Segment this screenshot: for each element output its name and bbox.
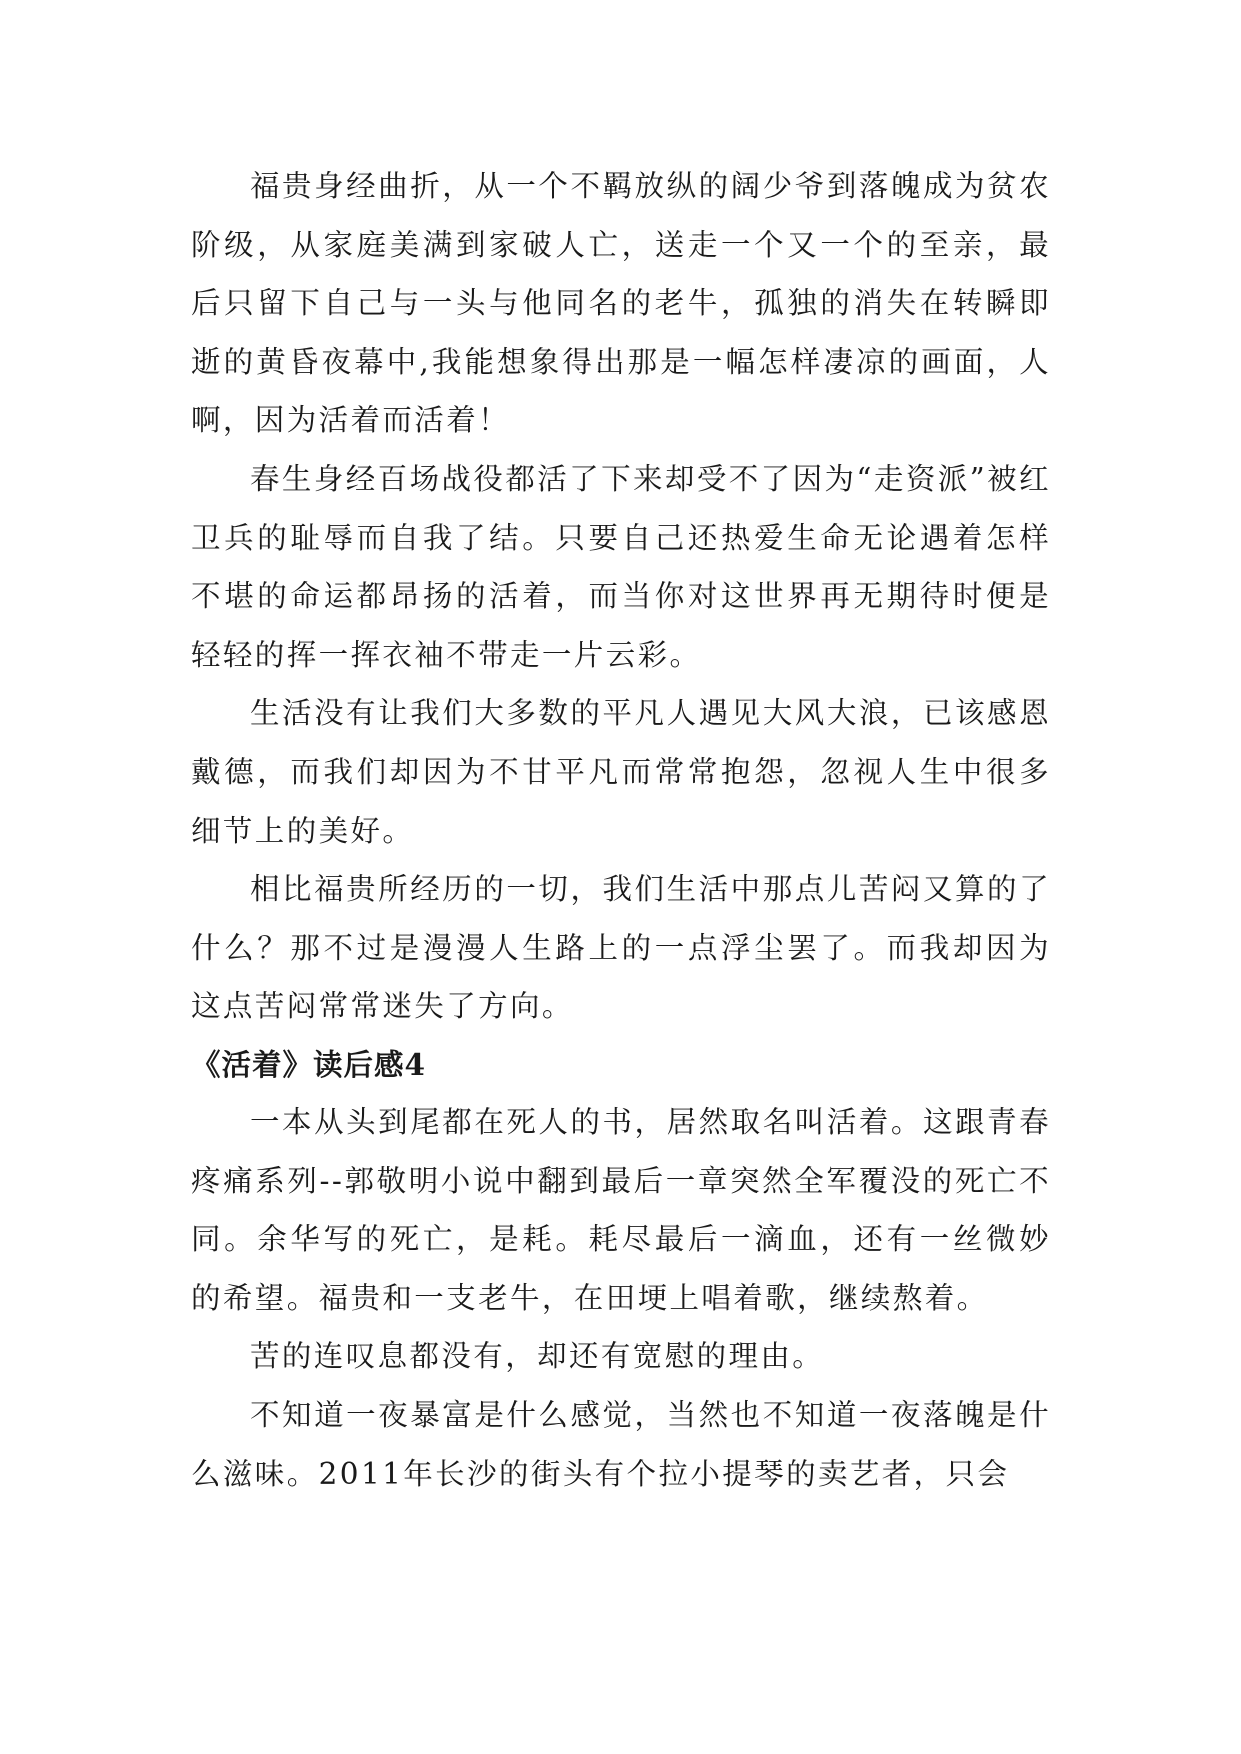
essay-section-2 [191, 1093, 1051, 1503]
paragraph-troubles: 相比福贵所经历的一切，我们生活中那点儿苦闷又算的了什么？那不过是漫漫人生路上的一点浮尘罢了。而我却因为这点苦闷常常迷失了方向。 [191, 872, 1051, 1024]
essay-section-1 [191, 157, 1051, 1036]
section-heading: 《活着》读后感4 [191, 1047, 427, 1082]
paragraph-chunsheng: 春生身经百场战役都活了下来却受不了因为“走资派”被红卫兵的耻辱而自我了结。只要自己还热爱生命无论遇着怎样不堪的命运都昂扬的活着，而当你对这世界再无期待时便是轻轻的挥一挥衣袖不带走一片云彩。 [191, 461, 1051, 672]
paragraph-book-of-death: 一本从头到尾都在死人的书，居然取名叫活着。这跟青春疼痛系列--郭敬明小说中翻到最后一章突然全军覆没的死亡不同。余华写的死亡，是耗。耗尽最后一滴血，还有一丝微妙的希望。福贵和一支老牛，在田埂上唱着歌，继续熬着。 [191, 1105, 1051, 1315]
paragraph-fugui-life: 福贵身经曲折，从一个不羁放纵的阔少爷到落魄成为贫农阶级，从家庭美满到家破人亡，送走一个又一个的至亲，最后只留下自己与一头与他同名的老牛，孤独的消失在转瞬即逝的黄昏夜幕中,我能想象得出那是一幅怎样凄凉的画面，人啊，因为活着而活着！ [191, 169, 1051, 438]
paragraph-changsha: 不知道一夜暴富是什么感觉，当然也不知道一夜落魄是什么滋味。2011年长沙的街头有个拉小提琴的卖艺者，只会 [191, 1397, 1051, 1491]
paragraph-no-sigh: 苦的连叹息都没有，却还有宽慰的理由。 [250, 1339, 825, 1374]
paragraph-ordinary-life: 生活没有让我们大多数的平凡人遇见大风大浪，已该感恩戴德，而我们却因为不甘平凡而常常抱怨，忽视人生中很多细节上的美好。 [191, 696, 1051, 848]
